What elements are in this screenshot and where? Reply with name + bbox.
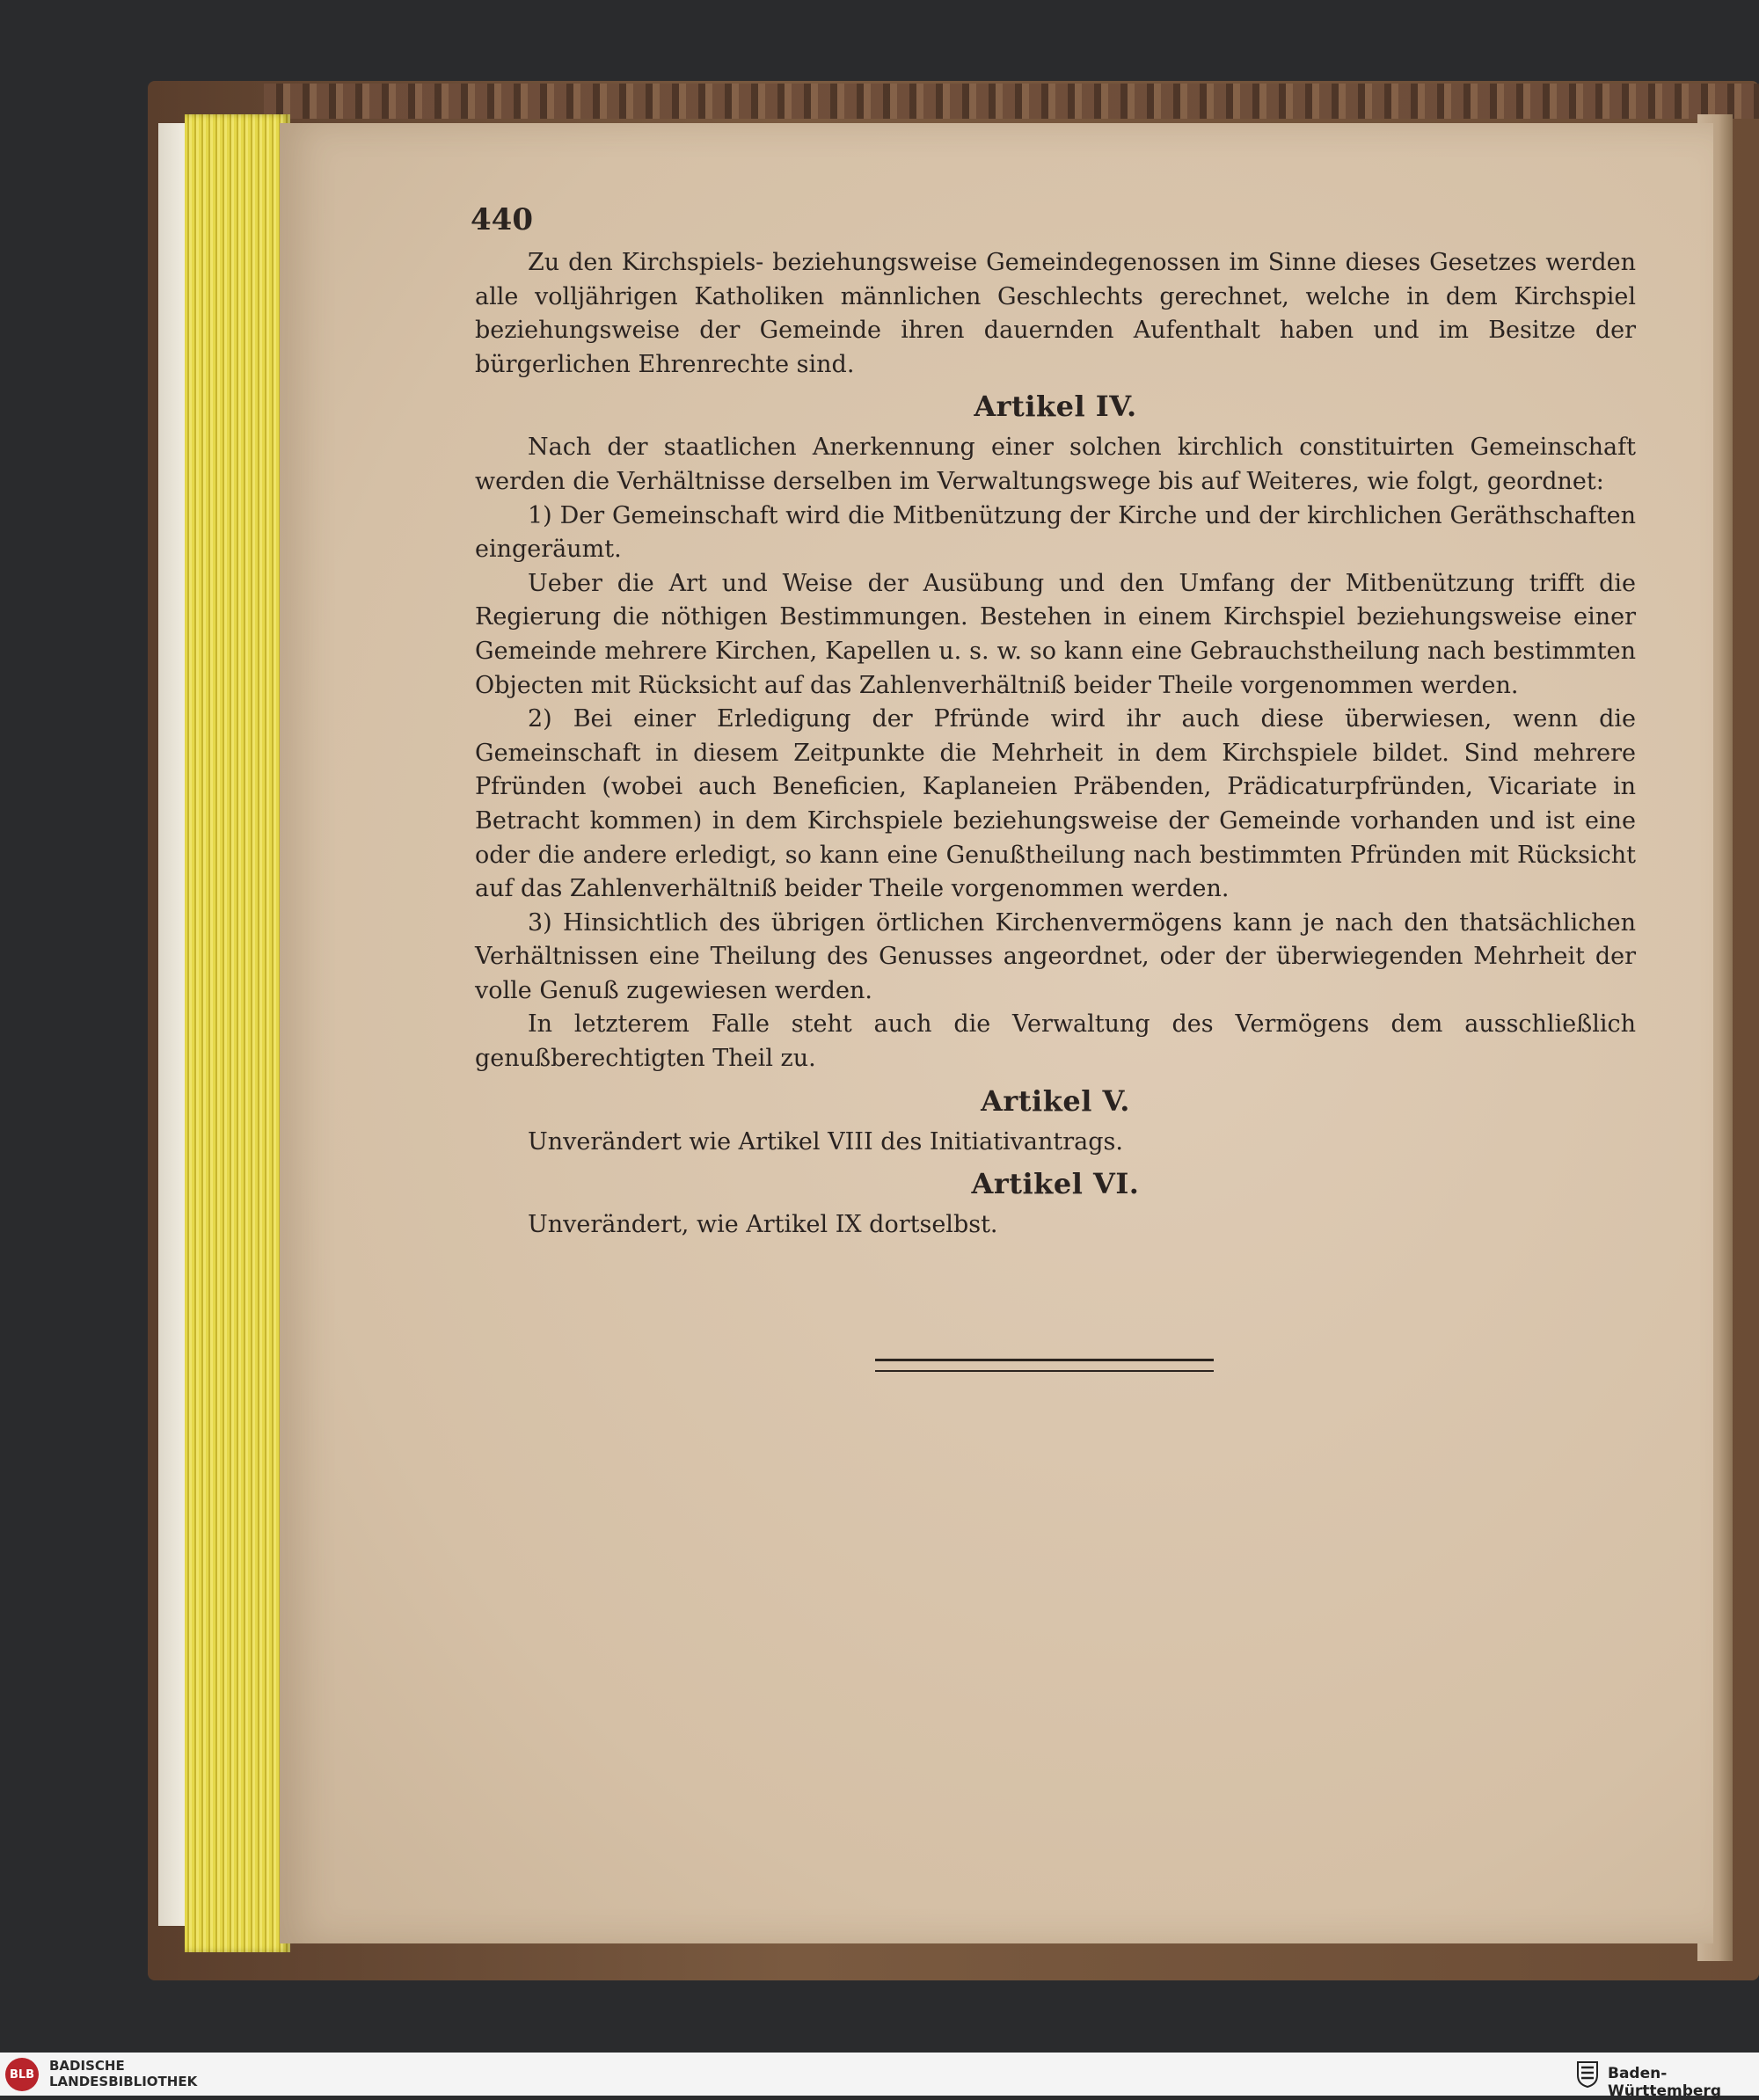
page-number: 440 — [471, 202, 533, 237]
page-stack-gilt-edge — [185, 114, 290, 1952]
end-rule-divider — [875, 1359, 1214, 1372]
list-item: 1) Der Gemeinschaft wird die Mitbenützung der Kirche und der kirchlichen Geräthschaften eingeräumt. — [475, 501, 1636, 564]
paragraph: In letzterem Falle steht auch die Verwaltung des Vermögens dem ausschließlich genußberechtigten Theil zu. — [475, 1010, 1636, 1073]
section-heading: Artikel V. — [981, 1083, 1130, 1118]
paragraph: Zu den Kirchspiels- beziehungsweise Gemeindegenossen im Sinne dieses Gesetzes werden alle volljährigen Katholiken männlichen Geschlechts gerechnet, welche in dem Kirchspiel beziehungsweise der Gemeinde ihren dauernden Aufenthalt haben und im Besitze der bürgerlichen Ehrenrechte sind. — [475, 249, 1636, 378]
paragraph: Unverändert, wie Artikel IX dortselbst. — [528, 1211, 998, 1239]
paragraph: Unverändert wie Artikel VIII des Initiativantrags. — [528, 1127, 1123, 1156]
library-name[interactable] — [49, 2058, 197, 2089]
paragraph: Nach der staatlichen Anerkennung einer solchen kirchlich constituirten Gemeinschaft werden die Verhältnisse derselben im Verwaltungswege bis auf Weiteres, wie folgt, geordnet: — [475, 434, 1636, 495]
list-item: 2) Bei einer Erledigung der Pfründe wird ihr auch diese überwiesen, wenn die Gemeinschaft in diesem Zeitpunkte die Mehrheit in dem Kirchspiele bildet. Sind mehrere Pfründen (wobei auch Beneficien, Kaplaneien Präbenden, Prädicaturpfründen, Vicariate in Betracht kommen) in dem Kirchspiele beziehungsweise der Gemeinde vorhanden und ist eine oder die andere erledigt, so kann eine Genußtheilung nach bestimmten Pfründen mit Rücksicht auf das Zahlenverhältniß beider Theile vorgenommen werden. — [475, 705, 1636, 903]
blb-logo-icon[interactable]: BLB — [5, 2058, 39, 2091]
baden-wuerttemberg-crest-icon — [1576, 2060, 1599, 2088]
page-stack-white — [158, 123, 188, 1926]
footer-bar — [0, 2053, 1759, 2100]
paragraph: Ueber die Art und Weise der Ausübung und den Umfang der Mitbenützung trifft die Regierung die nöthigen Bestimmungen. Bestehen in einem Kirchspiel beziehungsweise einer Gemeinde mehrere Kirchen, Kapellen u. s. w. so kann eine Gebrauchstheilung nach bestimmten Objecten mit Rücksicht auf das Zahlenverhältniß beider Theile vorgenommen werden. — [475, 569, 1636, 699]
list-item: 3) Hinsichtlich des übrigen örtlichen Kirchenvermögens kann je nach den thatsächlichen Verhältnissen eine Theilung des Genusses angeordnet, oder der überwiegenden Mehrheit der volle Genuß zugewiesen werden. — [475, 908, 1636, 1004]
library-name-line2: LANDESBIBLIOTHEK — [49, 2074, 198, 2089]
library-name-line1: BADISCHE — [49, 2058, 125, 2074]
book-headband — [264, 84, 1759, 119]
partner-name[interactable]: Baden-Württemberg — [1608, 2065, 1721, 2100]
section-heading: Artikel VI. — [971, 1167, 1140, 1201]
page-text-block — [475, 246, 1636, 1243]
section-heading: Artikel IV. — [974, 390, 1137, 424]
